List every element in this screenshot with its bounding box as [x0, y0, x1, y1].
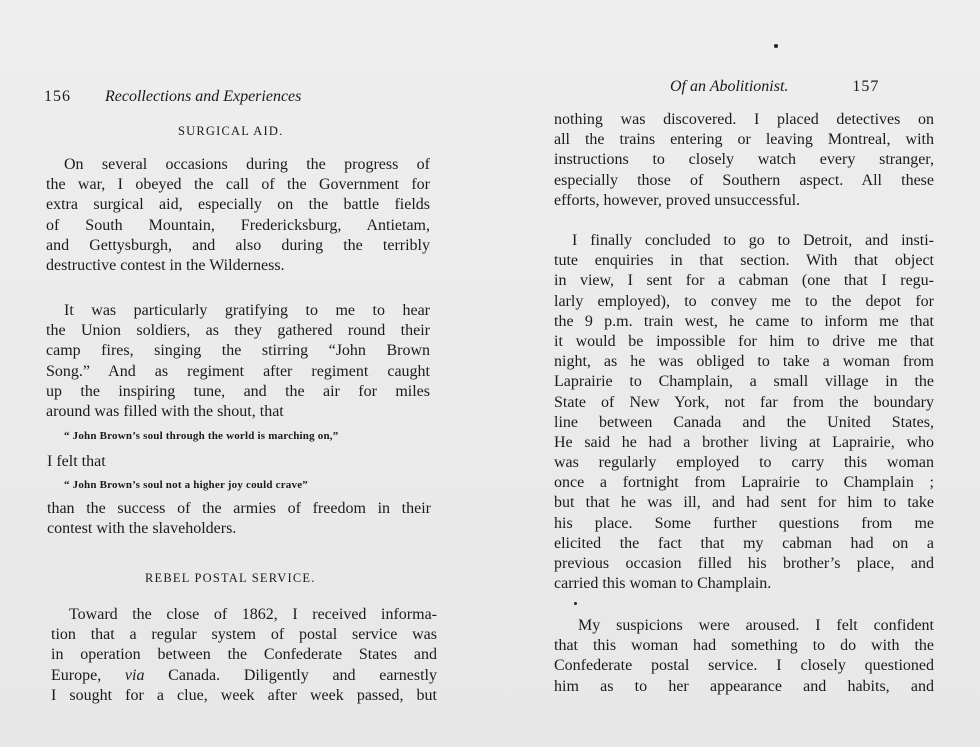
- text-line: once a fortnight from Laprairie to Champlain ;: [554, 474, 934, 492]
- surgical-aid-heading: SURGICAL AID.: [178, 124, 284, 138]
- text-line: State of New York, not far from the boundary: [554, 393, 934, 411]
- text-line: in operation between the Confederate States and: [51, 646, 437, 664]
- quote-line-2: “ John Brown’s soul not a higher joy could crave”: [64, 479, 308, 491]
- john-brown-paragraph: [46, 301, 430, 422]
- text-line: extra surgical aid, especially on the battle fields: [46, 196, 430, 214]
- felt-that-line: I felt that: [47, 453, 106, 470]
- right-running-title: Of an Abolitionist.: [670, 78, 789, 95]
- text-line: all the trains entering or leaving Montreal, with: [554, 131, 934, 149]
- text-line: larly employed), to convey me to the depot for: [554, 292, 934, 310]
- text-line: He said he had a brother living at Laprairie, who: [554, 433, 934, 451]
- postal-service-paragraph: [51, 605, 437, 706]
- suspicions-paragraph: [554, 616, 934, 697]
- text-line: I finally concluded to go to Detroit, and insti-: [572, 232, 934, 249]
- text-line: Europe, via Canada. Diligently and earnestly: [51, 666, 438, 684]
- armies-paragraph: [47, 499, 431, 539]
- right-running-head: [670, 78, 879, 96]
- text-line: On several occasions during the progress of: [64, 156, 430, 173]
- text-line: Laprairie to Champlain, a small village in the: [554, 373, 934, 391]
- text-line: previous occasion filled his brother’s place, and: [554, 555, 934, 572]
- text-line: him as to her appearance and habits, and: [554, 677, 934, 695]
- right-page: [490, 0, 980, 747]
- right-page-number: 157: [852, 78, 880, 95]
- text-line: his place. Some further questions from me: [554, 514, 934, 532]
- text-line: My suspicions were aroused. I felt confident: [578, 617, 934, 634]
- text-line: elicited the fact that my cabman had on a: [554, 534, 934, 552]
- text-line: It was particularly gratifying to me to hear: [64, 302, 430, 319]
- surgical-aid-paragraph: [46, 155, 430, 276]
- text-line: Confederate postal service. I closely questioned: [554, 657, 934, 675]
- text-line: the war, I obeyed the call of the Government for: [46, 176, 430, 194]
- text-line: but that he was ill, and had sent for him to take: [554, 494, 934, 512]
- text-line: night, as he was obliged to take a woman from: [554, 353, 934, 371]
- text-line: destructive contest in the Wilderness.: [46, 256, 285, 274]
- text-line: the Union soldiers, as they gathered round their: [46, 322, 430, 340]
- text-line: camp fires, singing the stirring “John Brown: [46, 342, 430, 360]
- text-line: the 9 p.m. train west, he came to inform me that: [554, 312, 934, 330]
- text-line: instructions to closely watch every stranger,: [554, 151, 934, 169]
- ink-speck: [774, 44, 778, 48]
- text-line: nothing was discovered. I placed detectives on: [554, 111, 934, 128]
- nothing-discovered-paragraph: [554, 110, 934, 211]
- text-line: tute enquiries in that section. With that object: [554, 252, 934, 270]
- text-line: line between Canada and the United States,: [554, 413, 934, 431]
- left-page-number: 156: [44, 88, 71, 105]
- text-line: contest with the slaveholders.: [47, 520, 237, 538]
- left-running-head: [44, 88, 301, 106]
- text-line: Toward the close of 1862, I received informa-: [69, 606, 437, 623]
- text-line: especially those of Southern aspect. All these: [554, 171, 934, 189]
- text-line: in view, I sent for a cabman (one that I regu-: [554, 272, 934, 290]
- text-line: of South Mountain, Fredericksburg, Antietam,: [46, 216, 430, 234]
- left-running-title: Recollections and Experiences: [105, 88, 302, 105]
- text-line: up the inspiring tune, and the air for miles: [46, 382, 430, 400]
- detroit-paragraph: [554, 231, 934, 594]
- text-line: than the success of the armies of freedom in their: [47, 500, 431, 517]
- text-line: tion that a regular system of postal service was: [51, 626, 437, 644]
- text-line: that this woman had something to do with the: [554, 637, 934, 655]
- text-line: around was filled with the shout, that: [46, 402, 284, 420]
- ink-speck: [574, 602, 577, 605]
- text-line: Song.” And as regiment after regiment caught: [46, 362, 430, 380]
- text-line: efforts, however, proved unsuccessful.: [554, 191, 801, 209]
- text-line: I sought for a clue, week after week passed, but: [51, 686, 437, 704]
- quote-line-1: “ John Brown’s soul through the world is marching on,”: [64, 430, 339, 442]
- text-line: it would be impossible for him to drive me that: [554, 332, 934, 350]
- text-line: and Gettysburgh, and also during the terribly: [46, 236, 430, 254]
- rebel-postal-heading: REBEL POSTAL SERVICE.: [145, 571, 316, 585]
- text-line: carried this woman to Champlain.: [554, 575, 772, 593]
- text-line: was regularly employed to carry this woman: [554, 454, 934, 472]
